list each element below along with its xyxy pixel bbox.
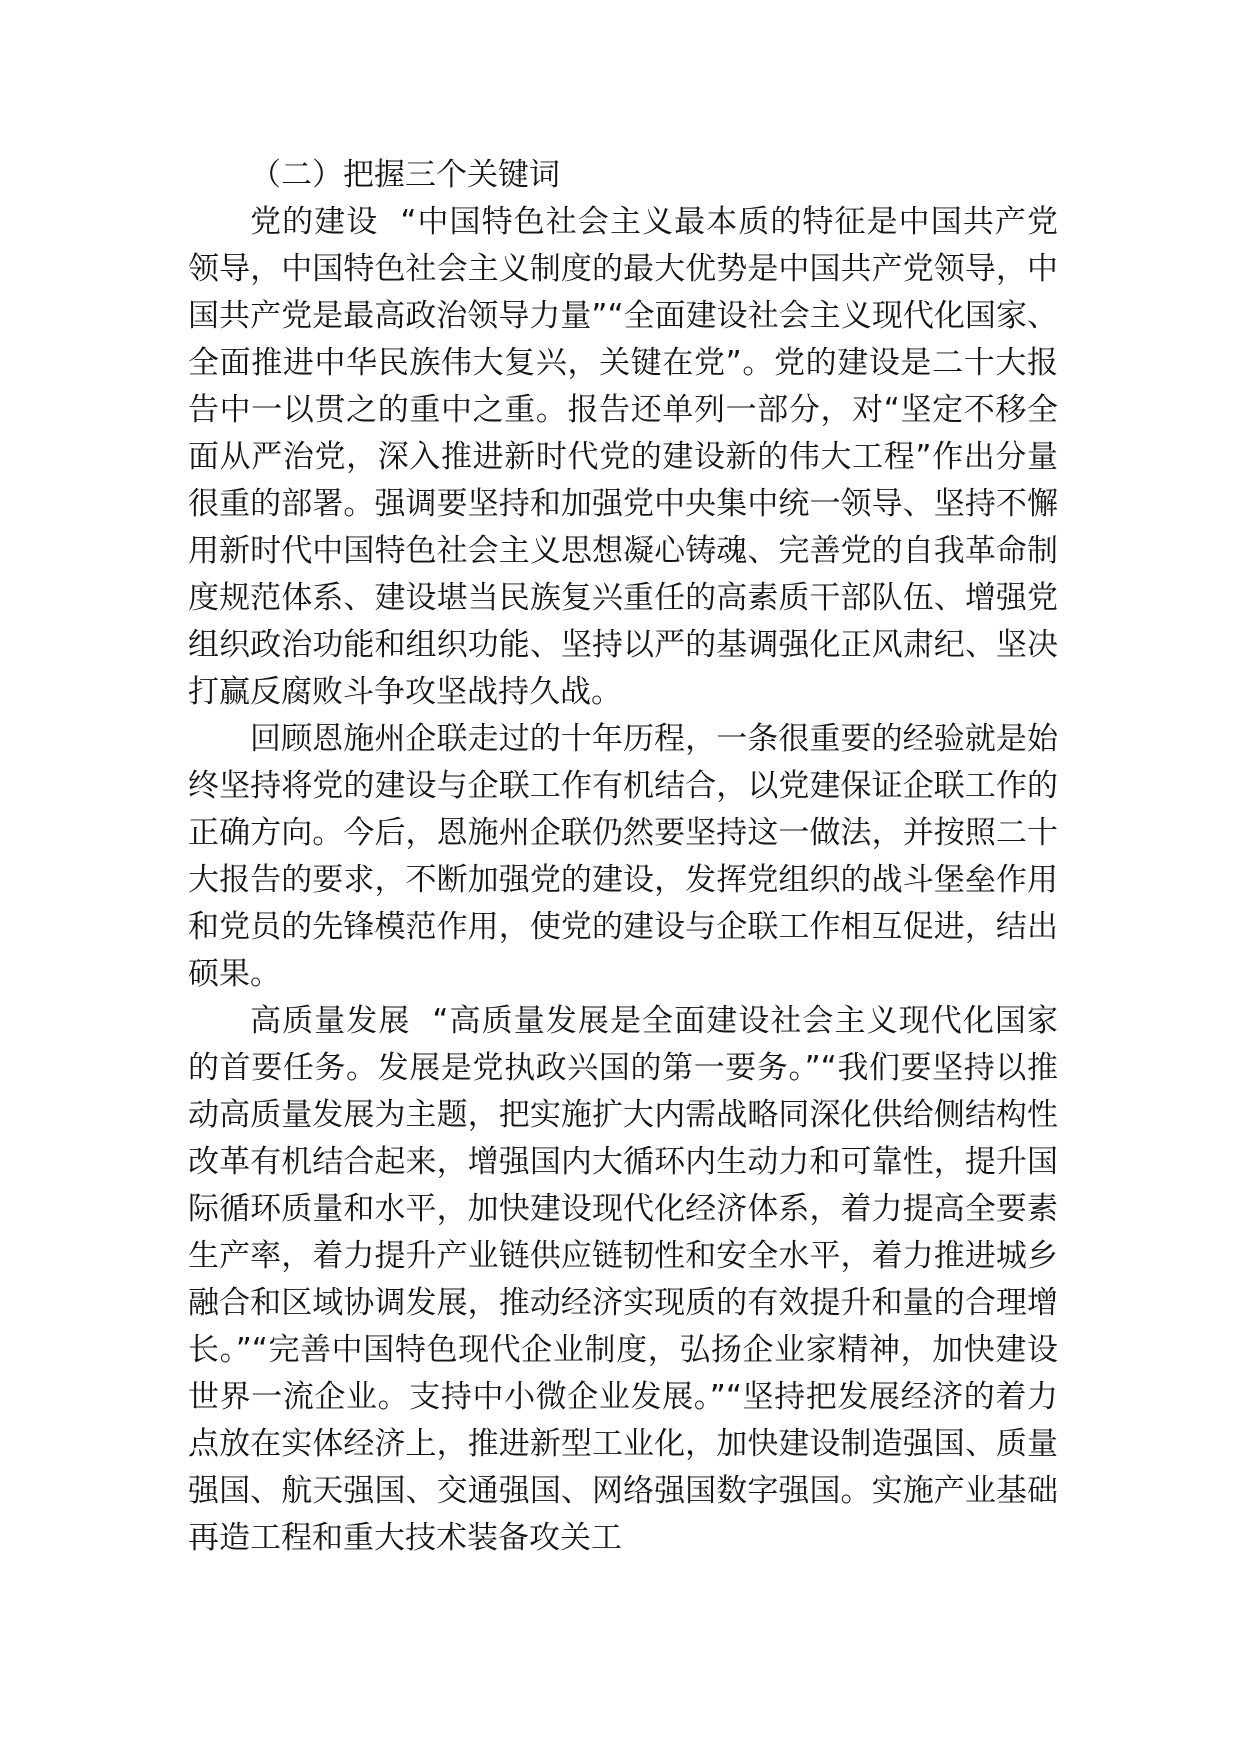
paragraph-high-quality-development [188,998,1058,1562]
paragraph-party-building [188,199,1058,716]
section-heading: （二）把握三个关键词 [250,157,560,193]
paragraph-review [188,716,1058,998]
paragraph-lead: 党的建设 [250,204,379,240]
document-page [188,152,1058,1562]
paragraph-lead: 高质量发展 [250,1003,411,1039]
paragraph-text: “中国特色社会主义最本质的特征是中国共产党领导，中国特色社会主义制度的最大优势是中国共产党领导，中国共产党是最高政治领导力量”“全面建设社会主义现代化国家、全面推进中华民族伟大复兴，关键在党”。党的建设是二十大报告中一以贯之的重中之重。报告还单列一部分，对“坚定不移全面从严治党，深入推进新时代党的建设新的伟大工程”作出分量很重的部署。强调要坚持和加强党中央集中统一领导、坚持不懈用新时代中国特色社会主义思想凝心铸魂、完善党的自我革命制度规范体系、建设堪当民族复兴重任的高素质干部队伍、增强党组织政治功能和组织功能、坚持以严的基调强化正风肃纪、坚决打赢反腐败斗争攻坚战持久战。 [188,204,1059,710]
paragraph-text: 回顾恩施州企联走过的十年历程，一条很重要的经验就是始终坚持将党的建设与企联工作有机结合，以党建保证企联工作的正确方向。今后，恩施州企联仍然要坚持这一做法，并按照二十大报告的要求，不断加强党的建设，发挥党组织的战斗堡垒作用和党员的先锋模范作用，使党的建设与企联工作相互促进，结出硕果。 [188,721,1058,992]
paragraph-text: “高质量发展是全面建设社会主义现代化国家的首要任务。发展是党执政兴国的第一要务。”“我们要坚持以推动高质量发展为主题，把实施扩大内需战略同深化供给侧结构性改革有机结合起来，增强国内大循环内生动力和可靠性，提升国际循环质量和水平，加快建设现代化经济体系，着力提高全要素生产率，着力提升产业链供应链韧性和安全水平，着力推进城乡融合和区域协调发展，推动经济实现质的有效提升和量的合理增长。”“完善中国特色现代企业制度，弘扬企业家精神，加快建设世界一流企业。支持中小微企业发展。”“坚持把发展经济的着力点放在实体经济上，推进新型工业化，加快建设制造强国、质量强国、航天强国、交通强国、网络强国数字强国。实施产业基础再造工程和重大技术装备攻关工 [188,1003,1058,1556]
